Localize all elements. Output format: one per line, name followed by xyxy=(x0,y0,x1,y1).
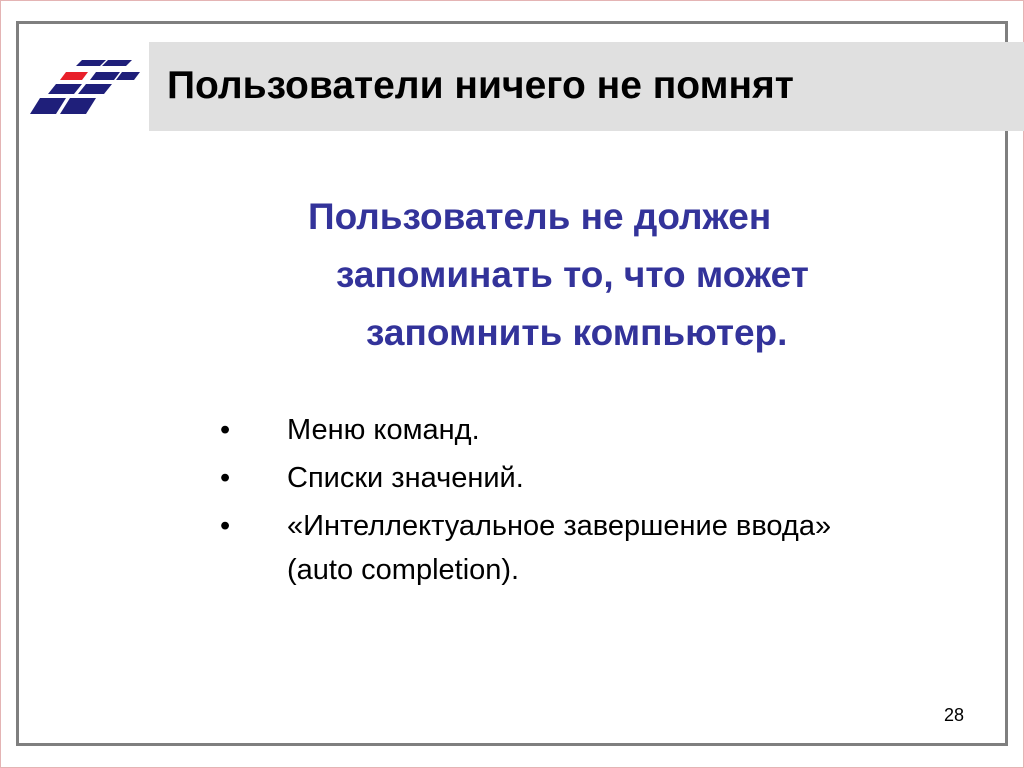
bullet-text-continuation: (auto completion). xyxy=(287,554,520,586)
lead-line-3: запомнить компьютер. xyxy=(366,312,788,353)
lead-line-1: Пользователь не должен xyxy=(308,196,772,237)
bullet-marker: • xyxy=(220,414,231,446)
bullet-item xyxy=(214,504,831,592)
lead-line-2: запоминать то, что может xyxy=(336,254,809,295)
checkered-flag-logo-icon xyxy=(26,58,140,116)
bullet-item xyxy=(214,408,831,452)
page-number: 28 xyxy=(943,705,964,725)
lead-statement xyxy=(300,188,809,362)
bullet-text: Меню команд. xyxy=(287,414,480,446)
bullet-text: «Интеллектуальное завершение ввода» xyxy=(287,510,832,542)
bullet-item xyxy=(214,456,831,500)
bullet-text: Списки значений. xyxy=(287,462,524,494)
bullet-marker: • xyxy=(220,510,231,542)
bullet-marker: • xyxy=(220,462,231,494)
slide-title: Пользователи ничего не помнят xyxy=(167,64,794,107)
bullet-list xyxy=(214,408,831,592)
